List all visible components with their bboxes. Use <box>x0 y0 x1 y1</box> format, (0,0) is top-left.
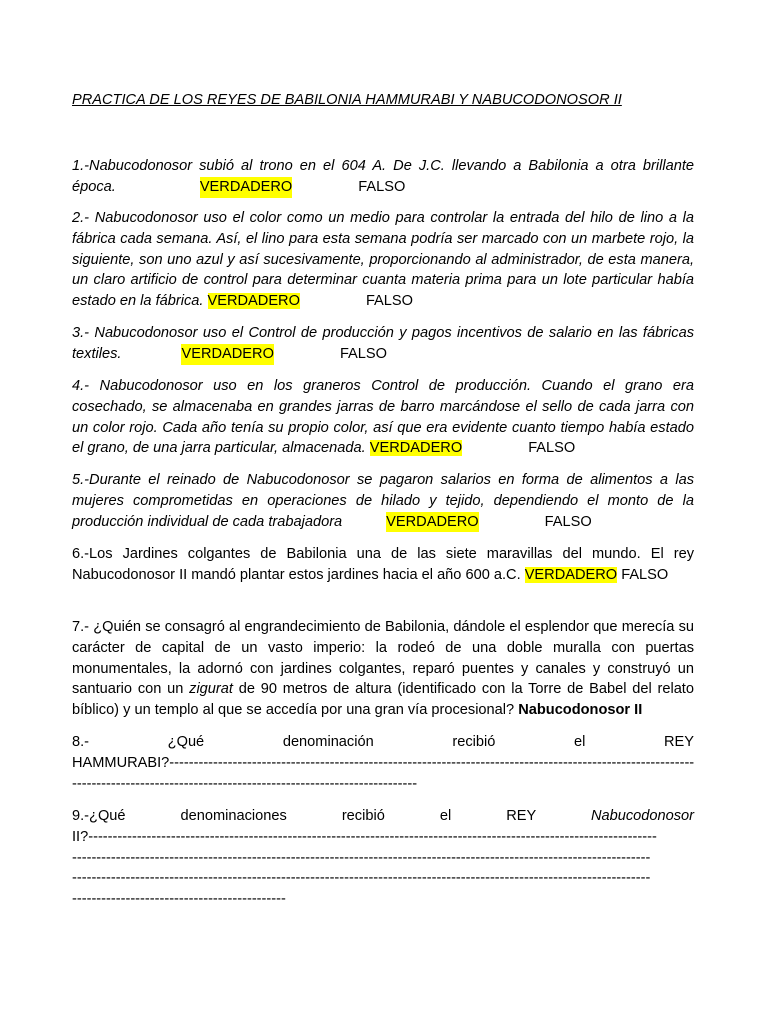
page-title: PRACTICA DE LOS REYES DE BABILONIA HAMMURABI Y NABUCODONOSOR II <box>72 92 622 108</box>
question-4-text: 4.- Nabucodonosor uso en los graneros Control de producción. Cuando el grano era cosechado, se almacenaba en grandes jarras de barro marcándose el sello de cada jarra con un color rojo. Cada año tenía su propio color, así que era evidente cuanto tiempo había estado el grano, de una jarra particular, almacenada. <box>72 378 694 457</box>
question-9 <box>72 806 694 910</box>
answer-false-option[interactable]: FALSO <box>339 345 387 362</box>
question-9-text: 9.-¿Qué denominaciones recibió el REY <box>72 808 536 824</box>
question-5-text: 5.-Durante el reinado de Nabucodonosor se pagaron salarios en forma de alimentos a las mujeres comprometidas en operaciones de hilado y tejido, dependiendo el monto de la producción individual de cada trabajadora <box>72 472 694 530</box>
question-2 <box>72 208 694 312</box>
question-2-text: 2.- Nabucodonosor uso el color como un medio para controlar la entrada del hilo de lino a la fábrica cada semana. Así, el lino para esta semana podría ser marcado con un marbete rojo, la siguiente, son uno azul y así sucesivamente, proporcionando al administrador, de esta manera, un claro artificio de control para determinar cuanta materia prima para un lote particular había estado en la fábrica. <box>72 210 694 310</box>
answer-true-option[interactable]: VERDADERO <box>369 440 463 457</box>
question-9-term: Nabucodonosor <box>590 808 694 824</box>
question-3-text: 3.- Nabucodonosor uso el Control de producción y pagos incentivos de salario en las fábricas textiles. <box>72 325 694 362</box>
question-9-text-line <box>72 806 694 827</box>
question-3 <box>72 323 694 365</box>
question-7-term: zigurat <box>189 681 233 698</box>
question-1 <box>72 156 694 198</box>
question-7-text-end: de 90 metros de altura (identificado con la Torre de Babel del relato bíblico) y un templo al que se accedía por una gran vía procesional? <box>72 681 694 719</box>
answer-false-option[interactable]: FALSO <box>528 440 576 457</box>
question-8-text: 8.- ¿Qué denominación recibió el REY <box>72 734 694 750</box>
question-6-text: 6.-Los Jardines colgantes de Babilonia una de las siete maravillas del mundo. El rey Nabucodonosor II mandó plantar estos jardines hacia el año 600 a.C. <box>72 546 694 583</box>
question-1-line-2 <box>72 177 694 198</box>
question-7-answer: Nabucodonosor II <box>518 702 643 719</box>
answer-true-option[interactable]: VERDADERO <box>200 177 292 198</box>
answer-false-option[interactable]: FALSO <box>621 566 669 583</box>
answer-true-option[interactable]: VERDADERO <box>386 512 478 533</box>
question-9-answer-line-2[interactable]: ----------------------------------------------------------------------------------------------------------------------- <box>72 849 651 866</box>
answer-true-option[interactable]: VERDADERO <box>181 344 273 365</box>
question-9-answer-line-3[interactable]: ----------------------------------------------------------------------------------------------------------------------- <box>72 870 651 887</box>
question-1-text-end: época. <box>72 178 116 195</box>
answer-true-option[interactable]: VERDADERO <box>524 566 618 583</box>
question-6 <box>72 544 694 586</box>
question-8-answer-line-2[interactable]: ----------------------------------------------------------------------- <box>72 775 418 792</box>
question-7 <box>72 617 694 721</box>
answer-false-option[interactable]: FALSO <box>544 513 592 530</box>
question-5 <box>72 470 694 532</box>
question-9-answer-line-4[interactable]: -------------------------------------------- <box>72 891 286 908</box>
question-8 <box>72 732 694 794</box>
answer-true-option[interactable]: VERDADERO <box>207 293 300 310</box>
answer-false-option[interactable]: FALSO <box>358 178 406 195</box>
answer-false-option[interactable]: FALSO <box>365 293 413 310</box>
question-4 <box>72 376 694 459</box>
question-1-text: 1.-Nabucodonosor subió al trono en el 604 A. De J.C. llevando a Babilonia a otra brillante <box>72 158 694 174</box>
question-9-answer-line-1[interactable]: II?--------------------------------------------------------------------------------------------------------------------- <box>72 828 657 845</box>
question-7-text: 7.- ¿Quién se consagró al engrandecimiento de Babilonia, dándole el esplendor que merecía su carácter de capital de un vasto imperio: la rodeó de una doble muralla con puertas monumentales, la adornó con jardines colgantes, reparó puentes y canales y construyó un santuario con un <box>72 619 694 698</box>
question-8-answer-line-1[interactable]: HAMMURABI?------------------------------------------------------------------------------------------------------------ <box>72 754 694 771</box>
